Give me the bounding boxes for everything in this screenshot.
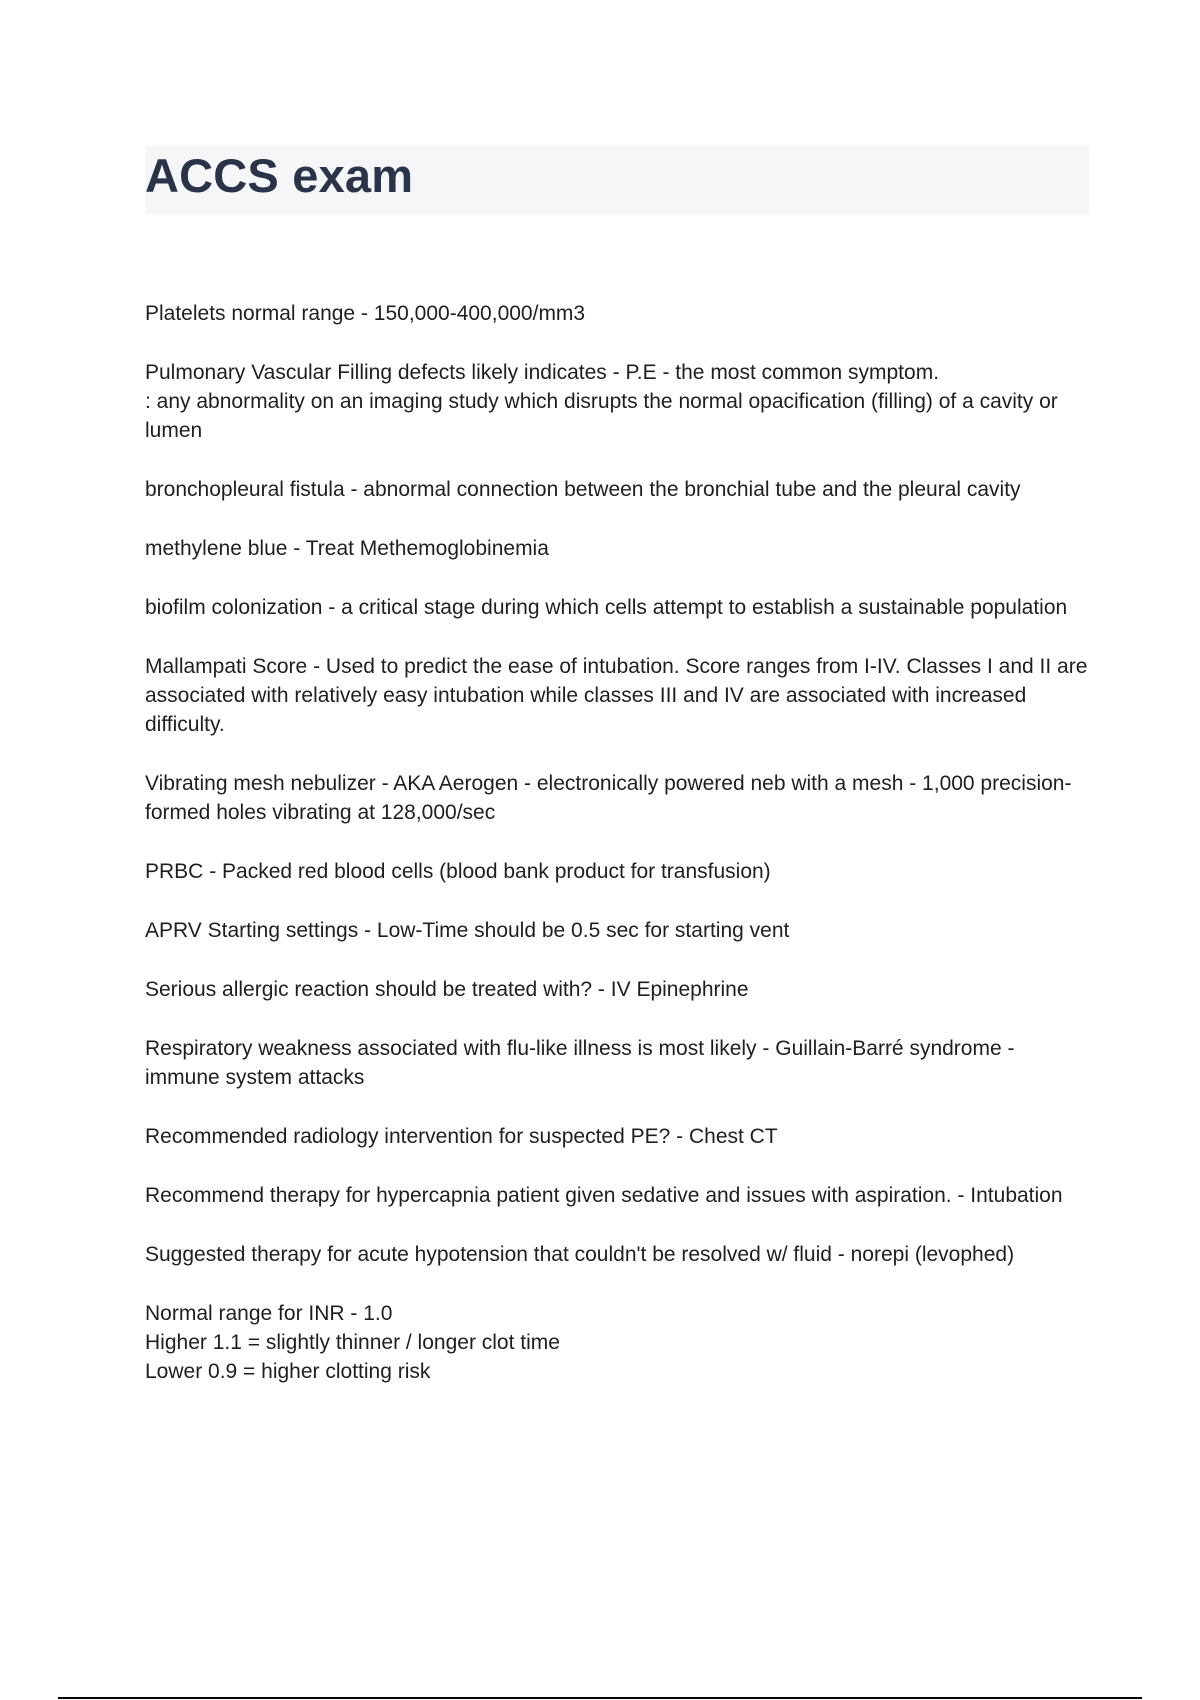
separator: - bbox=[358, 919, 377, 942]
flashcard-item bbox=[145, 534, 1090, 563]
separator: - bbox=[203, 860, 223, 883]
separator: - bbox=[951, 1184, 971, 1207]
flashcard-item bbox=[145, 358, 1090, 445]
separator: - bbox=[756, 1037, 776, 1060]
definition: Treat Methemoglobinemia bbox=[305, 537, 549, 560]
definition: 1.0 Higher 1.1 = slightly thinner / longer clot time Lower 0.9 = higher clotting risk bbox=[145, 1302, 560, 1383]
separator: - bbox=[307, 655, 326, 678]
definition: AKA Aerogen - electronically powered neb with a mesh - 1,000 precision-formed holes vibrating at 128,000/sec bbox=[145, 772, 1072, 824]
flashcard-item bbox=[145, 1122, 1090, 1151]
definition: Guillain-Barré syndrome - immune system attacks bbox=[145, 1037, 1015, 1089]
definition: norepi (levophed) bbox=[850, 1243, 1015, 1266]
flashcard-item bbox=[145, 857, 1090, 886]
flashcard-item bbox=[145, 299, 1090, 328]
definition: Used to predict the ease of intubation. Score ranges from I-IV. Classes I and II are associated with relatively easy intubation while classes III and IV are associated with increased difficulty. bbox=[145, 655, 1088, 736]
term: Respiratory weakness associated with flu-like illness is most likely bbox=[145, 1037, 757, 1060]
term: APRV Starting settings bbox=[145, 919, 359, 942]
flashcard-item bbox=[145, 652, 1090, 739]
separator: - bbox=[355, 302, 374, 325]
separator: - bbox=[322, 596, 342, 619]
separator: - bbox=[606, 361, 626, 384]
separator: - bbox=[375, 772, 394, 795]
separator: - bbox=[831, 1243, 851, 1266]
definition: IV Epinephrine bbox=[610, 978, 749, 1001]
separator: - bbox=[670, 1125, 689, 1148]
separator: - bbox=[344, 478, 364, 501]
footer-divider bbox=[58, 1697, 1142, 1699]
term: bronchopleural fistula bbox=[145, 478, 345, 501]
term: PRBC bbox=[145, 860, 204, 883]
flashcard-item bbox=[145, 593, 1090, 622]
definition: Intubation bbox=[970, 1184, 1063, 1207]
separator: - bbox=[592, 978, 611, 1001]
flashcard-item bbox=[145, 1034, 1090, 1092]
term: Recommended radiology intervention for suspected PE? bbox=[145, 1125, 671, 1148]
flashcard-list bbox=[145, 299, 1090, 1416]
definition: a critical stage during which cells attempt to establish a sustainable population bbox=[341, 596, 1068, 619]
term: Serious allergic reaction should be treated with? bbox=[145, 978, 593, 1001]
definition: Chest CT bbox=[688, 1125, 778, 1148]
flashcard-item bbox=[145, 916, 1090, 945]
definition: P.E - the most common symptom. : any abnormality on an imaging study which disrupts the normal opacification (filling) of a cavity or lumen bbox=[145, 361, 1058, 442]
flashcard-item bbox=[145, 475, 1090, 504]
flashcard-item bbox=[145, 1181, 1090, 1210]
separator: - bbox=[287, 537, 306, 560]
term: Normal range for INR bbox=[145, 1302, 345, 1325]
flashcard-item bbox=[145, 769, 1090, 827]
term: Vibrating mesh nebulizer bbox=[145, 772, 376, 795]
flashcard-item bbox=[145, 1299, 1090, 1386]
term: Suggested therapy for acute hypotension that couldn't be resolved w/ fluid bbox=[145, 1243, 832, 1266]
definition: Low-Time should be 0.5 sec for starting vent bbox=[376, 919, 790, 942]
flashcard-item bbox=[145, 975, 1090, 1004]
term: methylene blue bbox=[145, 537, 288, 560]
definition: 150,000-400,000/mm3 bbox=[373, 302, 586, 325]
flashcard-item bbox=[145, 1240, 1090, 1269]
page-title: ACCS exam bbox=[145, 149, 414, 202]
term: Mallampati Score bbox=[145, 655, 308, 678]
term: biofilm colonization bbox=[145, 596, 323, 619]
separator: - bbox=[344, 1302, 364, 1325]
term: Platelets normal range bbox=[145, 302, 356, 325]
term: Pulmonary Vascular Filling defects likely indicates bbox=[145, 361, 607, 384]
definition: abnormal connection between the bronchial tube and the pleural cavity bbox=[363, 478, 1021, 501]
definition: Packed red blood cells (blood bank product for transfusion) bbox=[222, 860, 771, 883]
title-band bbox=[145, 146, 1089, 214]
term: Recommend therapy for hypercapnia patient given sedative and issues with aspiration. bbox=[145, 1184, 952, 1207]
